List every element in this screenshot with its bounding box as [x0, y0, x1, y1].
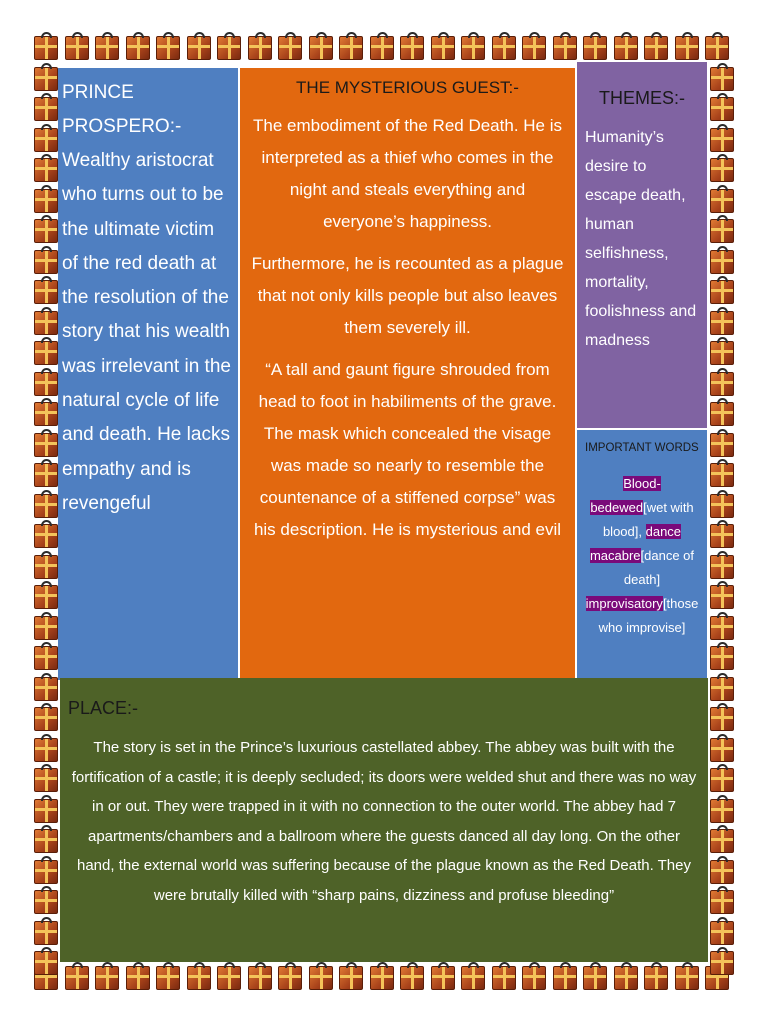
gift-box-icon — [431, 966, 455, 990]
gift-box-icon — [34, 646, 58, 670]
gift-box-icon — [95, 36, 119, 60]
gift-box-icon — [309, 36, 333, 60]
gift-box-icon — [34, 768, 58, 792]
gift-box-icon — [34, 494, 58, 518]
important-words-panel — [577, 430, 707, 680]
gift-box-icon — [126, 966, 150, 990]
gift-box-icon — [431, 36, 455, 60]
gift-box-icon — [187, 966, 211, 990]
themes-title: THEMES:- — [598, 88, 685, 108]
gift-box-icon — [34, 829, 58, 853]
gift-box-icon — [710, 829, 734, 853]
gift-box-icon — [710, 250, 734, 274]
gift-box-icon — [644, 36, 668, 60]
gift-box-icon — [95, 966, 119, 990]
gift-box-icon — [583, 966, 607, 990]
gift-box-icon — [705, 36, 729, 60]
gift-box-icon — [278, 36, 302, 60]
gift-box-icon — [34, 463, 58, 487]
gift-box-icon — [126, 36, 150, 60]
gift-box-icon — [553, 36, 577, 60]
gift-box-icon — [710, 768, 734, 792]
gift-box-icon — [461, 36, 485, 60]
important-words-list — [585, 472, 699, 640]
gift-box-icon — [34, 36, 58, 60]
gift-box-icon — [309, 966, 333, 990]
gift-box-icon — [34, 128, 58, 152]
gift-box-icon — [34, 799, 58, 823]
word-definition: [wet with blood], — [602, 500, 694, 539]
gift-box-icon — [34, 890, 58, 914]
gift-box-icon — [34, 707, 58, 731]
gift-box-icon — [710, 128, 734, 152]
gift-box-icon — [614, 966, 638, 990]
gift-box-icon — [34, 555, 58, 579]
gift-box-icon — [710, 341, 734, 365]
gift-box-icon — [553, 966, 577, 990]
word-highlight: Blood-bedewed — [590, 476, 661, 515]
important-words-title: IMPORTANT WORDS — [585, 442, 699, 454]
gift-box-icon — [65, 966, 89, 990]
gift-box-icon — [156, 36, 180, 60]
gift-box-icon — [339, 966, 363, 990]
gift-box-icon — [34, 372, 58, 396]
gift-box-icon — [710, 860, 734, 884]
gift-box-icon — [710, 555, 734, 579]
gift-box-icon — [34, 951, 58, 975]
gift-box-icon — [34, 738, 58, 762]
gift-box-icon — [522, 966, 546, 990]
word-definition: [those who improvise] — [598, 596, 699, 635]
gift-box-icon — [710, 921, 734, 945]
gift-box-icon — [34, 921, 58, 945]
guest-title: THE MYSTERIOUS GUEST:- — [296, 78, 519, 97]
word-highlight: dance macabre — [589, 524, 682, 563]
gift-box-icon — [34, 616, 58, 640]
gift-box-icon — [710, 616, 734, 640]
gift-box-icon — [710, 463, 734, 487]
gift-box-icon — [34, 311, 58, 335]
word-highlight: improvisatory — [585, 596, 663, 611]
mysterious-guest-panel — [240, 68, 575, 680]
gift-box-icon — [710, 677, 734, 701]
gift-box-icon — [710, 402, 734, 426]
gift-box-icon — [710, 433, 734, 457]
gift-box-icon — [34, 433, 58, 457]
gift-box-icon — [710, 707, 734, 731]
gift-box-icon — [710, 799, 734, 823]
gift-box-icon — [370, 36, 394, 60]
gift-box-icon — [34, 860, 58, 884]
guest-paragraph-1: The embodiment of the Red Death. He is interpreted as a thief who comes in the night and steals everything and everyone’s happiness. — [253, 116, 562, 231]
gift-box-icon — [34, 97, 58, 121]
gift-box-icon — [710, 951, 734, 975]
gift-box-icon — [710, 97, 734, 121]
gift-box-icon — [710, 646, 734, 670]
gift-box-icon — [34, 189, 58, 213]
word-definition: [dance of death] — [623, 548, 695, 587]
gift-box-icon — [710, 585, 734, 609]
gift-box-icon — [370, 966, 394, 990]
gift-box-icon — [522, 36, 546, 60]
prince-description: Wealthy aristocrat who turns out to be the ultimate victim of the red death at the resolution of the story that his wealth was irrelevant in the natural cycle of life and death. He lacks empathy and is revengeful — [62, 150, 231, 514]
gift-box-icon — [400, 36, 424, 60]
prince-title: PRINCE PROSPERO:- — [62, 82, 182, 137]
gift-box-icon — [34, 280, 58, 304]
gift-box-icon — [248, 36, 272, 60]
gift-box-icon — [34, 402, 58, 426]
gift-box-icon — [614, 36, 638, 60]
gift-box-icon — [34, 524, 58, 548]
gift-box-icon — [339, 36, 363, 60]
gift-box-icon — [248, 966, 272, 990]
gift-box-icon — [187, 36, 211, 60]
place-description: The story is set in the Prince’s luxurious castellated abbey. The abbey was built with the fortification of a castle; it is deeply secluded; its doors were welded shut and there was no way in or out. They were trapped in it with no connection to the outer world. The abbey had 7 apartments/chambers and a ballroom where the guests danced all day long. On the other hand, the external world was suffering because of the plague known as the Red Death. They were brutally killed with “sharp pains, dizziness and profuse bleeding” — [71, 739, 697, 904]
gift-box-icon — [710, 738, 734, 762]
gift-box-icon — [710, 280, 734, 304]
gift-box-icon — [710, 524, 734, 548]
gift-box-icon — [675, 36, 699, 60]
guest-paragraph-3: “A tall and gaunt figure shrouded from head to foot in habiliments of the grave. The mask which concealed the visage was made so nearly to resemble the countenance of a stiffened corpse” was his description. He is mysterious and evil — [253, 360, 562, 539]
gift-box-icon — [65, 36, 89, 60]
gift-box-icon — [217, 966, 241, 990]
gift-box-icon — [156, 966, 180, 990]
guest-paragraph-2: Furthermore, he is recounted as a plague that not only kills people but also leaves them severely ill. — [251, 254, 564, 337]
gift-box-icon — [34, 67, 58, 91]
prince-prospero-panel — [58, 68, 238, 680]
gift-box-icon — [675, 966, 699, 990]
gift-box-icon — [710, 67, 734, 91]
gift-box-icon — [492, 36, 516, 60]
themes-list: Humanity’s desire to escape death, human selfishness, mortality, foolishness and madness — [585, 129, 697, 349]
gift-box-icon — [583, 36, 607, 60]
gift-box-icon — [710, 219, 734, 243]
gift-box-icon — [461, 966, 485, 990]
gift-box-icon — [217, 36, 241, 60]
gift-box-icon — [644, 966, 668, 990]
gift-box-icon — [492, 966, 516, 990]
gift-box-icon — [710, 189, 734, 213]
gift-box-icon — [34, 219, 58, 243]
gift-box-icon — [34, 677, 58, 701]
place-title: PLACE:- — [68, 698, 139, 718]
gift-box-icon — [34, 158, 58, 182]
gift-box-icon — [278, 966, 302, 990]
gift-box-icon — [34, 250, 58, 274]
gift-box-icon — [710, 158, 734, 182]
gift-box-icon — [710, 311, 734, 335]
place-panel — [60, 678, 708, 962]
gift-box-icon — [710, 372, 734, 396]
gift-box-icon — [710, 494, 734, 518]
gift-box-icon — [34, 341, 58, 365]
gift-box-icon — [34, 585, 58, 609]
gift-box-icon — [710, 890, 734, 914]
themes-panel — [577, 62, 707, 428]
gift-box-icon — [400, 966, 424, 990]
